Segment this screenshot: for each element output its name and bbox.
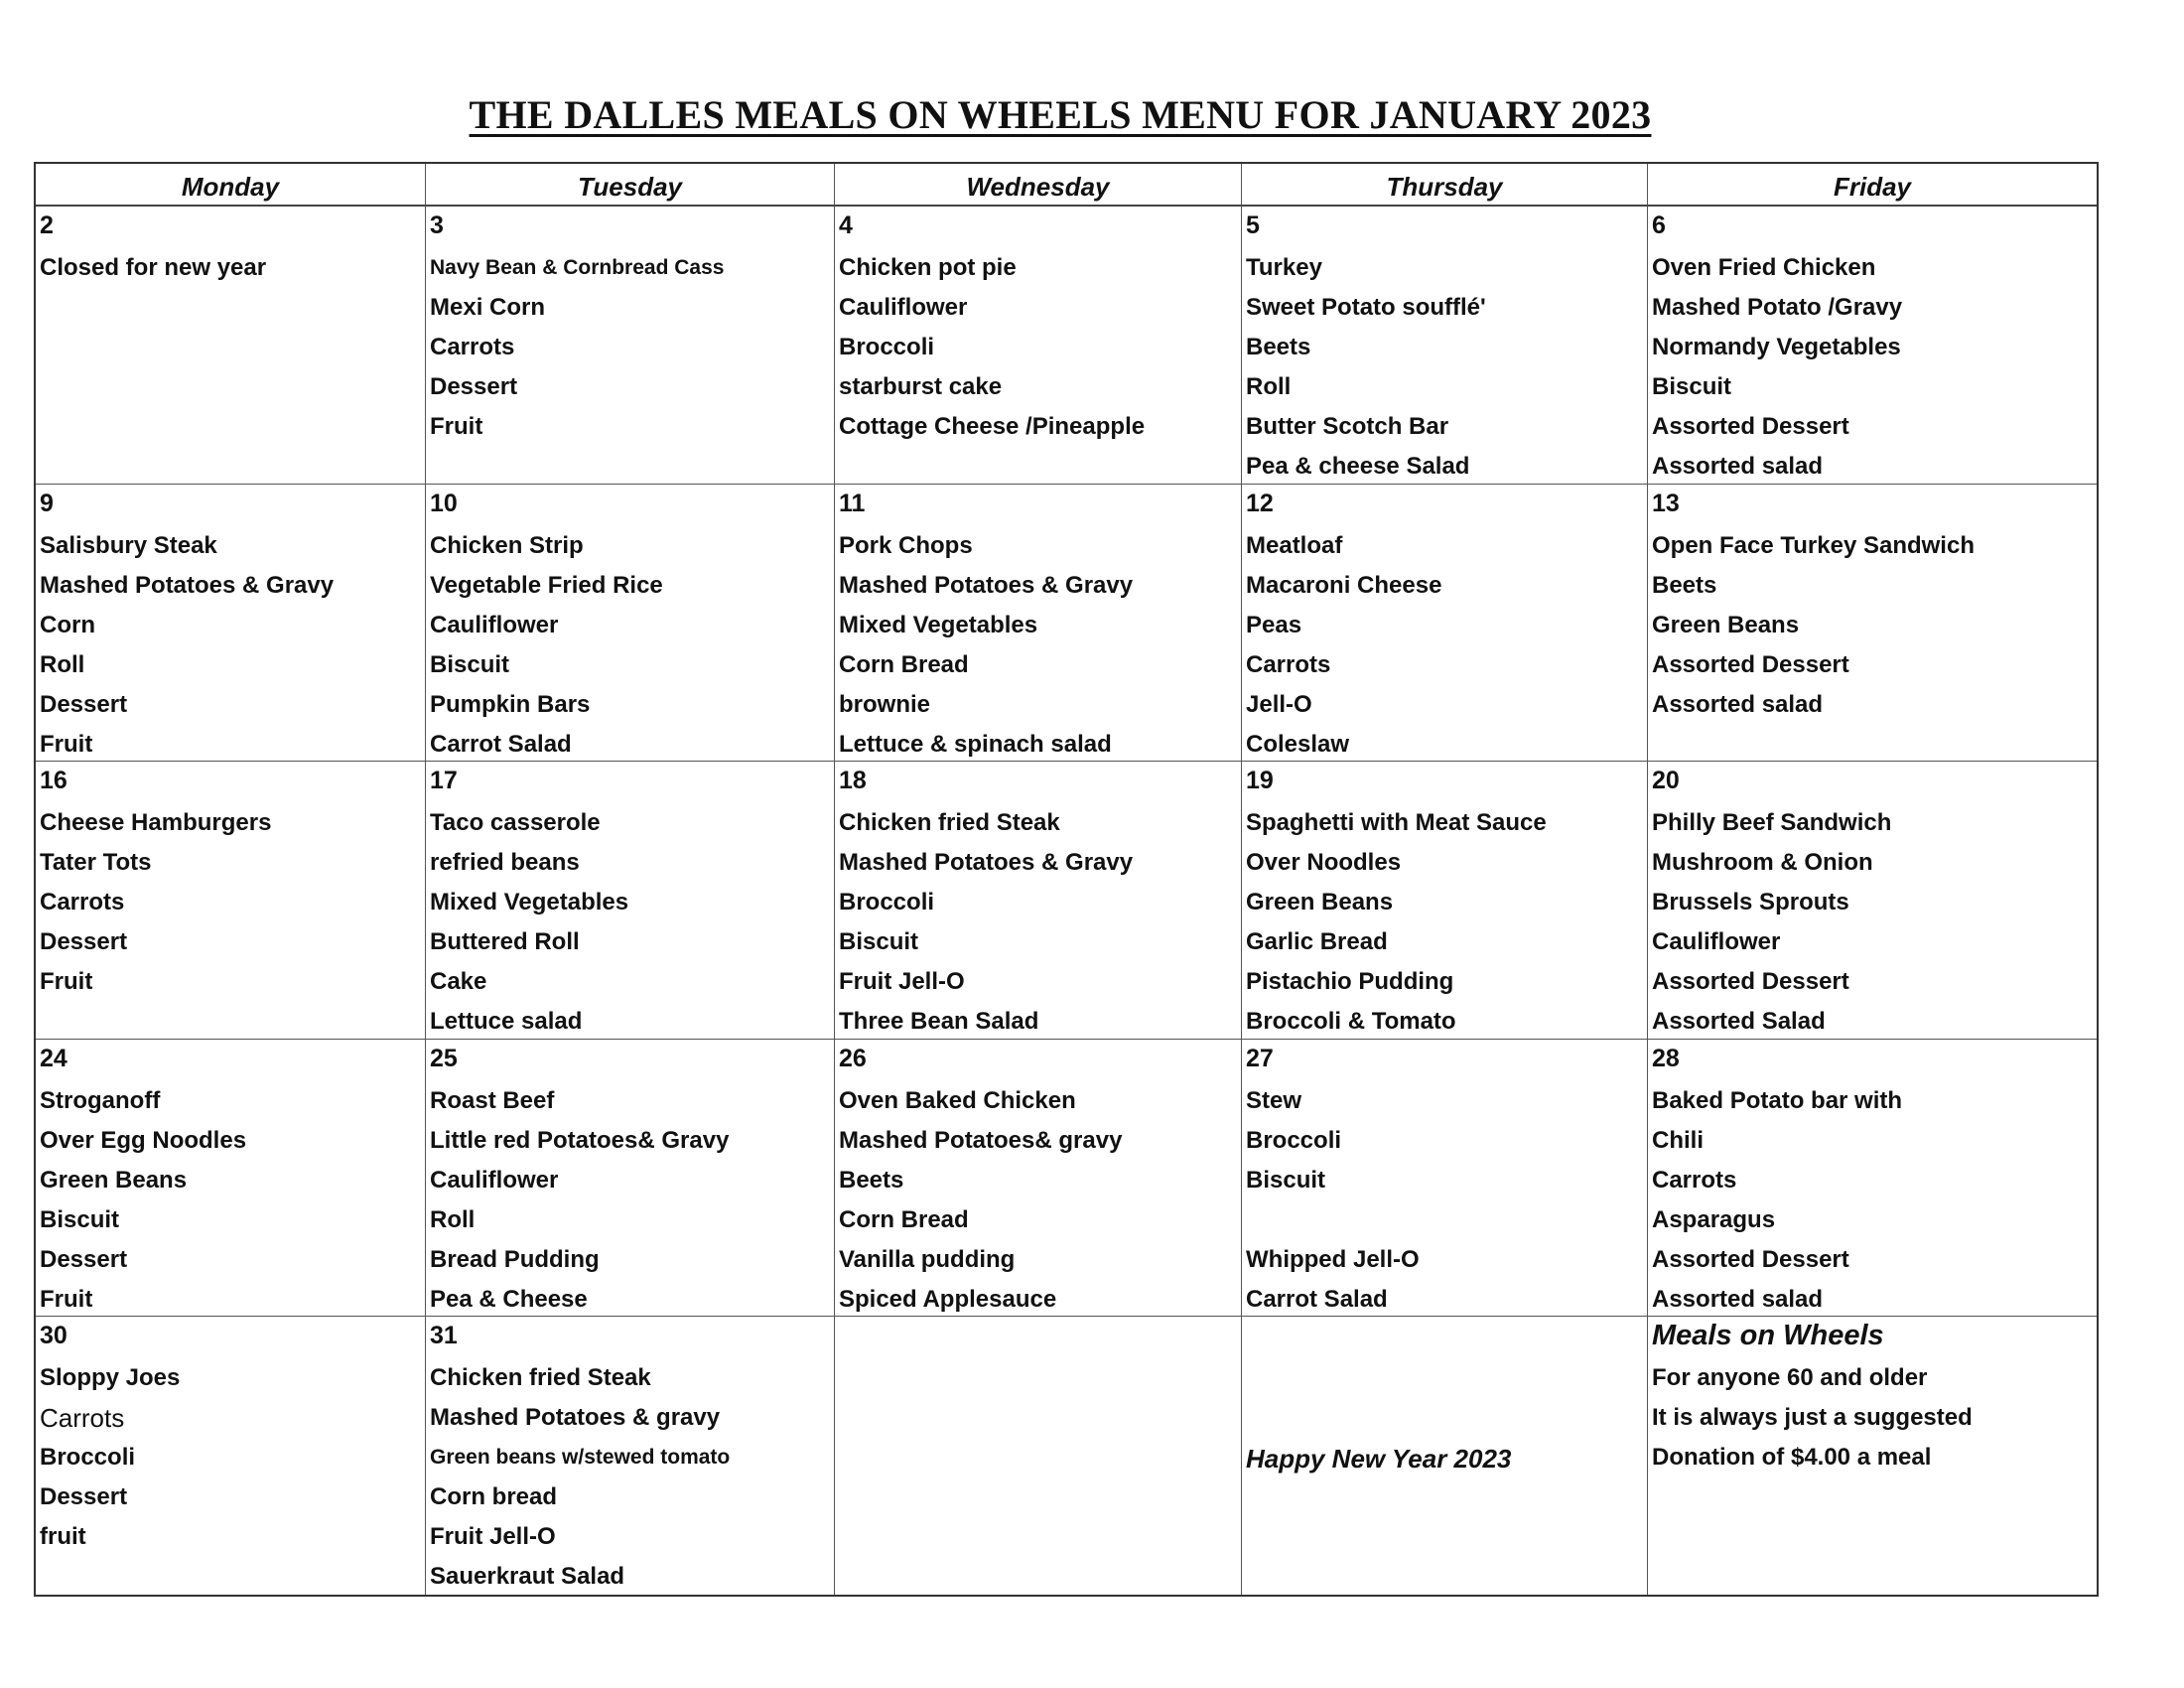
- menu-item: Mashed Potatoes & Gravy: [839, 849, 1134, 877]
- menu-item: Macaroni Cheese: [1246, 571, 1442, 599]
- day-cell: [835, 762, 1242, 1040]
- menu-item: Carrot Salad: [430, 730, 572, 758]
- day-cell: [1648, 207, 2097, 485]
- menu-item-list: [430, 1081, 830, 1318]
- menu-item: Coleslaw: [1246, 730, 1350, 758]
- date-number: 4: [839, 211, 853, 239]
- menu-item: Broccoli: [839, 889, 935, 916]
- menu-item: Asparagus: [1652, 1205, 1776, 1233]
- date-number: [1246, 1321, 1643, 1358]
- menu-item: Navy Bean & Cornbread Cass: [430, 256, 725, 279]
- day-cell: [1648, 1317, 2097, 1595]
- date-number: 3: [430, 211, 444, 239]
- menu-item: Corn Bread: [839, 1205, 969, 1233]
- day-cell: [1648, 485, 2097, 763]
- menu-item: Sloppy Joes: [40, 1364, 181, 1392]
- menu-item: Vanilla pudding: [839, 1245, 1016, 1273]
- menu-item: Cake: [430, 968, 487, 996]
- day-cell: [426, 762, 835, 1040]
- info-heading: Meals on Wheels: [1652, 1320, 1884, 1352]
- menu-item: Dessert: [40, 928, 128, 956]
- menu-item: Over Noodles: [1246, 849, 1402, 877]
- menu-item: Green Beans: [40, 1166, 188, 1194]
- menu-item: Fruit Jell-O: [839, 968, 965, 996]
- menu-item: fruit: [40, 1523, 86, 1551]
- date-number: 12: [1246, 489, 1274, 517]
- menu-item: Closed for new year: [40, 254, 267, 281]
- date-number: 20: [1652, 767, 1680, 795]
- menu-item: Corn bread: [430, 1483, 558, 1511]
- menu-item: Mexi Corn: [430, 294, 546, 321]
- day-cell: [426, 485, 835, 763]
- menu-item: Chicken Strip: [430, 531, 584, 559]
- date-number: 24: [40, 1044, 68, 1072]
- page-title: THE DALLES MEALS ON WHEELS MENU FOR JANUARY 2023: [469, 92, 1652, 137]
- menu-item: Tater Tots: [40, 849, 152, 877]
- date-number: 11: [839, 489, 866, 517]
- menu-item: Beets: [839, 1166, 904, 1194]
- menu-item: Chicken fried Steak: [839, 809, 1060, 837]
- date-number: 26: [839, 1044, 867, 1072]
- date-number: 17: [430, 767, 458, 795]
- menu-item: Corn Bread: [839, 650, 969, 678]
- menu-item: Beets: [1652, 571, 1717, 599]
- day-header-wednesday: Wednesday: [835, 164, 1242, 207]
- menu-item: For anyone 60 and older: [1652, 1364, 1928, 1392]
- menu-item: Broccoli & Tomato: [1246, 1008, 1456, 1036]
- day-cell: [1242, 762, 1648, 1040]
- menu-item: Little red Potatoes& Gravy: [430, 1126, 730, 1154]
- menu-item: Stroganoff: [40, 1086, 161, 1114]
- menu-item: Green Beans: [1246, 889, 1394, 916]
- menu-item: Roast Beef: [430, 1086, 555, 1114]
- day-cell: [426, 207, 835, 485]
- menu-item-list: [40, 1358, 421, 1557]
- menu-item-list: [839, 803, 1237, 1040]
- menu-item: Butter Scotch Bar: [1246, 413, 1449, 440]
- menu-item: Pork Chops: [839, 531, 973, 559]
- date-number: 19: [1246, 767, 1274, 795]
- menu-item: Whipped Jell-O: [1246, 1245, 1420, 1273]
- menu-item: brownie: [839, 690, 931, 718]
- menu-item: It is always just a suggested: [1652, 1404, 1973, 1432]
- menu-item: Cauliflower: [839, 294, 968, 321]
- menu-item: refried beans: [430, 849, 580, 877]
- menu-item: Roll: [40, 650, 85, 678]
- menu-item-list: [1246, 803, 1643, 1040]
- menu-item: Assorted Salad: [1652, 1008, 1826, 1036]
- date-number: 2: [40, 211, 54, 239]
- menu-item-list: [1652, 248, 2093, 485]
- day-cell: [1242, 1317, 1648, 1595]
- day-header-friday: Friday: [1648, 164, 2097, 207]
- menu-item: Meatloaf: [1246, 531, 1343, 559]
- menu-item-list: [430, 1358, 830, 1595]
- menu-item: Stew: [1246, 1086, 1302, 1114]
- menu-item: Assorted salad: [1652, 1285, 1824, 1313]
- menu-item: Mashed Potato /Gravy: [1652, 294, 1903, 321]
- day-cell: [36, 485, 426, 763]
- menu-item: Roll: [430, 1205, 476, 1233]
- menu-item: Mashed Potatoes & Gravy: [839, 571, 1134, 599]
- date-number: 13: [1652, 489, 1680, 517]
- menu-item: Cauliflower: [430, 611, 559, 638]
- menu-item: Assorted salad: [1652, 453, 1824, 480]
- day-cell: [835, 207, 1242, 485]
- date-number: 5: [1246, 211, 1260, 239]
- menu-item: Three Bean Salad: [839, 1008, 1039, 1036]
- day-cell: [426, 1040, 835, 1318]
- menu-item: Spaghetti with Meat Sauce: [1246, 809, 1547, 837]
- menu-item: Green Beans: [1652, 611, 1800, 638]
- menu-item: Taco casserole: [430, 809, 601, 837]
- menu-item: Roll: [1246, 373, 1292, 400]
- menu-item-list: [40, 803, 421, 1002]
- menu-item: Mixed Vegetables: [430, 889, 629, 916]
- menu-item-list: [1246, 526, 1643, 763]
- menu-item: Cottage Cheese /Pineapple: [839, 413, 1146, 440]
- menu-item-list: [430, 803, 830, 1040]
- day-cell: [835, 1317, 1242, 1595]
- day-cell: [36, 1040, 426, 1318]
- day-cell: [835, 485, 1242, 763]
- day-cell: [426, 1317, 835, 1595]
- menu-item: Mashed Potatoes & Gravy: [40, 571, 335, 599]
- menu-item: Sauerkraut Salad: [430, 1563, 625, 1591]
- menu-item: Broccoli: [40, 1444, 136, 1472]
- menu-item: Over Egg Noodles: [40, 1126, 247, 1154]
- menu-item: Pea & cheese Salad: [1246, 453, 1470, 480]
- menu-item: Cauliflower: [430, 1166, 559, 1194]
- menu-item-list: [839, 526, 1237, 763]
- menu-item: Chicken fried Steak: [430, 1364, 651, 1392]
- day-cell: [835, 1040, 1242, 1318]
- menu-item-list: [430, 248, 830, 447]
- menu-item: Fruit: [40, 730, 93, 758]
- menu-item: Buttered Roll: [430, 928, 580, 956]
- menu-item: starburst cake: [839, 373, 1003, 400]
- menu-item: Brussels Sprouts: [1652, 889, 1849, 916]
- menu-item: Beets: [1246, 334, 1311, 360]
- menu-item: Oven Baked Chicken: [839, 1086, 1076, 1114]
- menu-item: Broccoli: [1246, 1126, 1342, 1154]
- menu-item: Dessert: [40, 1245, 128, 1273]
- menu-item: [1246, 1200, 1643, 1240]
- date-number: 6: [1652, 211, 1666, 239]
- day-cell: [36, 762, 426, 1040]
- menu-item-list: [40, 526, 421, 763]
- menu-item: Pea & Cheese: [430, 1285, 588, 1313]
- menu-item: Corn: [40, 611, 95, 638]
- date-number: 31: [430, 1322, 458, 1350]
- date-number: 28: [1652, 1044, 1680, 1072]
- menu-item: Mashed Potatoes& gravy: [839, 1126, 1123, 1154]
- menu-item: Peas: [1246, 611, 1302, 638]
- menu-calendar: [34, 162, 2099, 1597]
- menu-item: Carrots: [430, 334, 515, 360]
- menu-item-list: [40, 248, 421, 288]
- menu-item: Donation of $4.00 a meal: [1652, 1444, 1932, 1472]
- menu-item: Mushroom & Onion: [1652, 849, 1873, 877]
- menu-item: Dessert: [430, 373, 518, 400]
- menu-item-list: [839, 248, 1237, 447]
- menu-item: Biscuit: [430, 650, 510, 678]
- menu-item: Biscuit: [40, 1205, 120, 1233]
- menu-item: Pumpkin Bars: [430, 690, 591, 718]
- day-cell: [1242, 1040, 1648, 1318]
- menu-item-list: [1652, 526, 2093, 725]
- menu-item-list: [839, 1081, 1237, 1318]
- menu-item: Cheese Hamburgers: [40, 809, 272, 837]
- menu-item: Lettuce & spinach salad: [839, 730, 1112, 758]
- menu-item: Carrot Salad: [1246, 1285, 1388, 1313]
- menu-item: Mixed Vegetables: [839, 611, 1038, 638]
- menu-item: Green beans w/stewed tomato: [430, 1446, 731, 1470]
- menu-item: Fruit Jell-O: [430, 1523, 556, 1551]
- day-cell: [36, 207, 426, 485]
- menu-item-list: [1246, 1081, 1643, 1318]
- menu-item: Lettuce salad: [430, 1008, 583, 1036]
- menu-item: Open Face Turkey Sandwich: [1652, 531, 1975, 559]
- menu-item-list: [430, 526, 830, 763]
- day-cell: [36, 1317, 426, 1595]
- day-cell: [1648, 1040, 2097, 1318]
- menu-item: Biscuit: [1652, 373, 1732, 400]
- date-number: 27: [1246, 1044, 1274, 1072]
- menu-item-list: [1652, 1081, 2093, 1318]
- menu-item: Assorted Dessert: [1652, 1245, 1849, 1273]
- menu-item: Pistachio Pudding: [1246, 968, 1454, 996]
- menu-item-list: [40, 1081, 421, 1318]
- date-number: 16: [40, 767, 68, 795]
- menu-item: Carrots: [40, 889, 125, 916]
- day-header-thursday: Thursday: [1242, 164, 1648, 207]
- day-cell: [1648, 762, 2097, 1040]
- date-number: 10: [430, 489, 458, 517]
- date-number: 25: [430, 1044, 458, 1072]
- menu-item: Carrots: [1246, 650, 1331, 678]
- holiday-note: Happy New Year 2023: [1246, 1444, 1512, 1475]
- menu-item: Cauliflower: [1652, 928, 1781, 956]
- menu-item: Assorted salad: [1652, 690, 1824, 718]
- menu-item: Assorted Dessert: [1652, 413, 1849, 440]
- menu-item: Dessert: [40, 1483, 128, 1511]
- menu-item: Turkey: [1246, 254, 1322, 281]
- date-number: 30: [40, 1322, 68, 1350]
- date-number: 9: [40, 489, 54, 517]
- menu-item: Normandy Vegetables: [1652, 334, 1901, 360]
- menu-item: Garlic Bread: [1246, 928, 1388, 956]
- menu-item: Salisbury Steak: [40, 531, 217, 559]
- menu-item: Chicken pot pie: [839, 254, 1017, 281]
- menu-item: Fruit: [430, 413, 483, 440]
- menu-item: Philly Beef Sandwich: [1652, 809, 1892, 837]
- menu-item: Fruit: [40, 1285, 93, 1313]
- menu-item-list: [1652, 803, 2093, 1040]
- menu-item: Biscuit: [1246, 1166, 1326, 1194]
- day-cell: [1242, 207, 1648, 485]
- menu-item: Baked Potato bar with: [1652, 1086, 1903, 1114]
- menu-item: Spiced Applesauce: [839, 1285, 1057, 1313]
- day-header-monday: Monday: [36, 164, 426, 207]
- menu-item-list: [1652, 1358, 2093, 1477]
- menu-item: Biscuit: [839, 928, 919, 956]
- date-number: [839, 1321, 1237, 1358]
- menu-item: Fruit: [40, 968, 93, 996]
- date-number: 18: [839, 767, 867, 795]
- menu-item: Jell-O: [1246, 690, 1312, 718]
- menu-item: Dessert: [40, 690, 128, 718]
- day-cell: [1242, 485, 1648, 763]
- menu-item: Mashed Potatoes & gravy: [430, 1404, 721, 1432]
- menu-item: Assorted Dessert: [1652, 968, 1849, 996]
- menu-item: Vegetable Fried Rice: [430, 571, 663, 599]
- menu-item: Sweet Potato soufflé': [1246, 294, 1486, 321]
- menu-item: Carrots: [40, 1403, 125, 1434]
- menu-item: Chili: [1652, 1126, 1704, 1154]
- menu-item: Bread Pudding: [430, 1245, 600, 1273]
- menu-item: Carrots: [1652, 1166, 1737, 1194]
- menu-item-list: [1246, 248, 1643, 485]
- menu-item: Assorted Dessert: [1652, 650, 1849, 678]
- menu-item: Oven Fried Chicken: [1652, 254, 1876, 281]
- menu-item: Broccoli: [839, 334, 935, 360]
- day-header-tuesday: Tuesday: [426, 164, 835, 207]
